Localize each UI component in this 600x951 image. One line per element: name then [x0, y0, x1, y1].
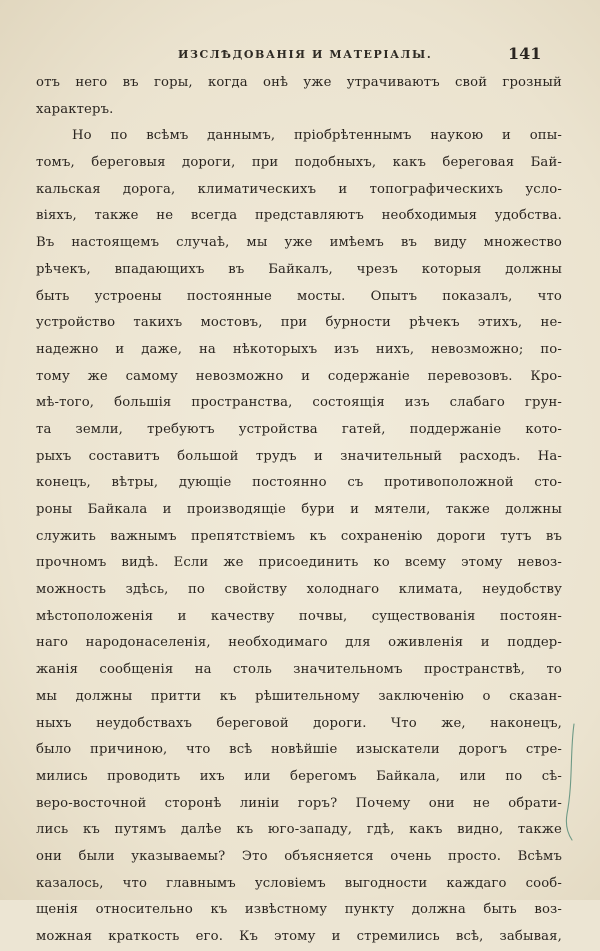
text-line: отъ него въ горы, когда онѣ уже утрачиваютъ свой грозный: [36, 75, 562, 90]
text-line: рѣчекъ, впадающихъ въ Байкалъ, чрезъ которыя должны: [36, 261, 562, 277]
text-line: мились проводить ихъ или берегомъ Байкала, или по сѣ-: [36, 768, 562, 784]
text-line: мѣ-того, большiя пространства, состоящiя изъ слабаго грун-: [36, 395, 562, 411]
text-line: надежно и даже, на нѣкоторыхъ изъ нихъ, невозможно; по-: [36, 341, 562, 357]
text-line: казалось, что главнымъ условiемъ выгодности каждаго сооб-: [36, 875, 562, 891]
text-line: конецъ, вѣтры, дующiе постоянно съ противоположной сто-: [36, 475, 562, 491]
text-line: та земли, требуютъ устройства гатей, поддержанiе кото-: [36, 421, 562, 437]
text-line: вiяхъ, также не всегда представляютъ необходимыя удобства.: [36, 208, 562, 224]
text-line: наго народонаселенiя, необходимаго для оживленiя и поддер-: [36, 635, 562, 651]
text-line: роны Байкала и производящiе бури и мятели, также должны: [36, 502, 562, 517]
text-line: мѣстоположенiя и качеству почвы, существованiя постоян-: [36, 608, 562, 624]
text-line: рыхъ составитъ большой трудъ и значительный расходъ. На-: [36, 448, 562, 464]
running-head: [0, 46, 600, 66]
text-line: томъ, береговыя дороги, при подобныхъ, какъ береговая Бай-: [36, 155, 562, 171]
text-line: быть устроены постоянные мосты. Опытъ показалъ, что: [36, 288, 562, 304]
page-number: 141: [508, 44, 542, 63]
text-line: служить важнымъ препятствiемъ къ сохраненiю дороги тутъ въ: [36, 528, 562, 544]
text-line: кальская дорога, климатическихъ и топографическихъ усло-: [36, 181, 562, 197]
text-line: было причиною, что всѣ новѣйшiе изыскатели дорогъ стре-: [36, 742, 562, 758]
body-text: [36, 70, 562, 951]
text-line: они были указываемы? Это объясняется очень просто. Всѣмъ: [36, 848, 562, 864]
text-line: Въ настоящемъ случаѣ, мы уже имѣемъ въ виду множество: [36, 235, 562, 251]
text-line: можная краткость его. Къ этому и стремились всѣ, забывая,: [36, 929, 562, 944]
pencil-margin-mark: [560, 722, 582, 842]
text-line: Но по всѣмъ даннымъ, прiобрѣтеннымъ наукою и опы-: [72, 128, 562, 144]
text-line: веро-восточной сторонѣ линiи горъ? Почему они не обрати-: [36, 795, 562, 811]
text-line: прочномъ видѣ. Если же присоединить ко всему этому невоз-: [36, 555, 562, 571]
running-title: ИЗСЛѢДОВАНIЯ И МАТЕРIАЛЫ.: [178, 48, 433, 61]
text-line: характеръ.: [36, 101, 114, 117]
text-line: тому же самому невозможно и содержанiе перевозовъ. Кро-: [36, 368, 562, 384]
pencil-stroke: [566, 724, 574, 840]
text-line: жанiя сообщенiя на столь значительномъ пространствѣ, то: [36, 662, 562, 678]
text-line: ныхъ неудобствахъ береговой дороги. Что же, наконецъ,: [36, 715, 562, 731]
text-line: можность здѣсь, по свойству холоднаго климата, неудобству: [36, 582, 562, 598]
text-line: лись къ путямъ далѣе къ юго-западу, гдѣ, какъ видно, также: [36, 822, 562, 838]
text-line: мы должны притти къ рѣшительному заключенiю о сказан-: [36, 688, 562, 704]
text-line: щенiя относительно къ извѣстному пункту должна быть воз-: [36, 902, 562, 918]
text-line: устройство такихъ мостовъ, при бурности рѣчекъ этихъ, не-: [36, 315, 562, 331]
